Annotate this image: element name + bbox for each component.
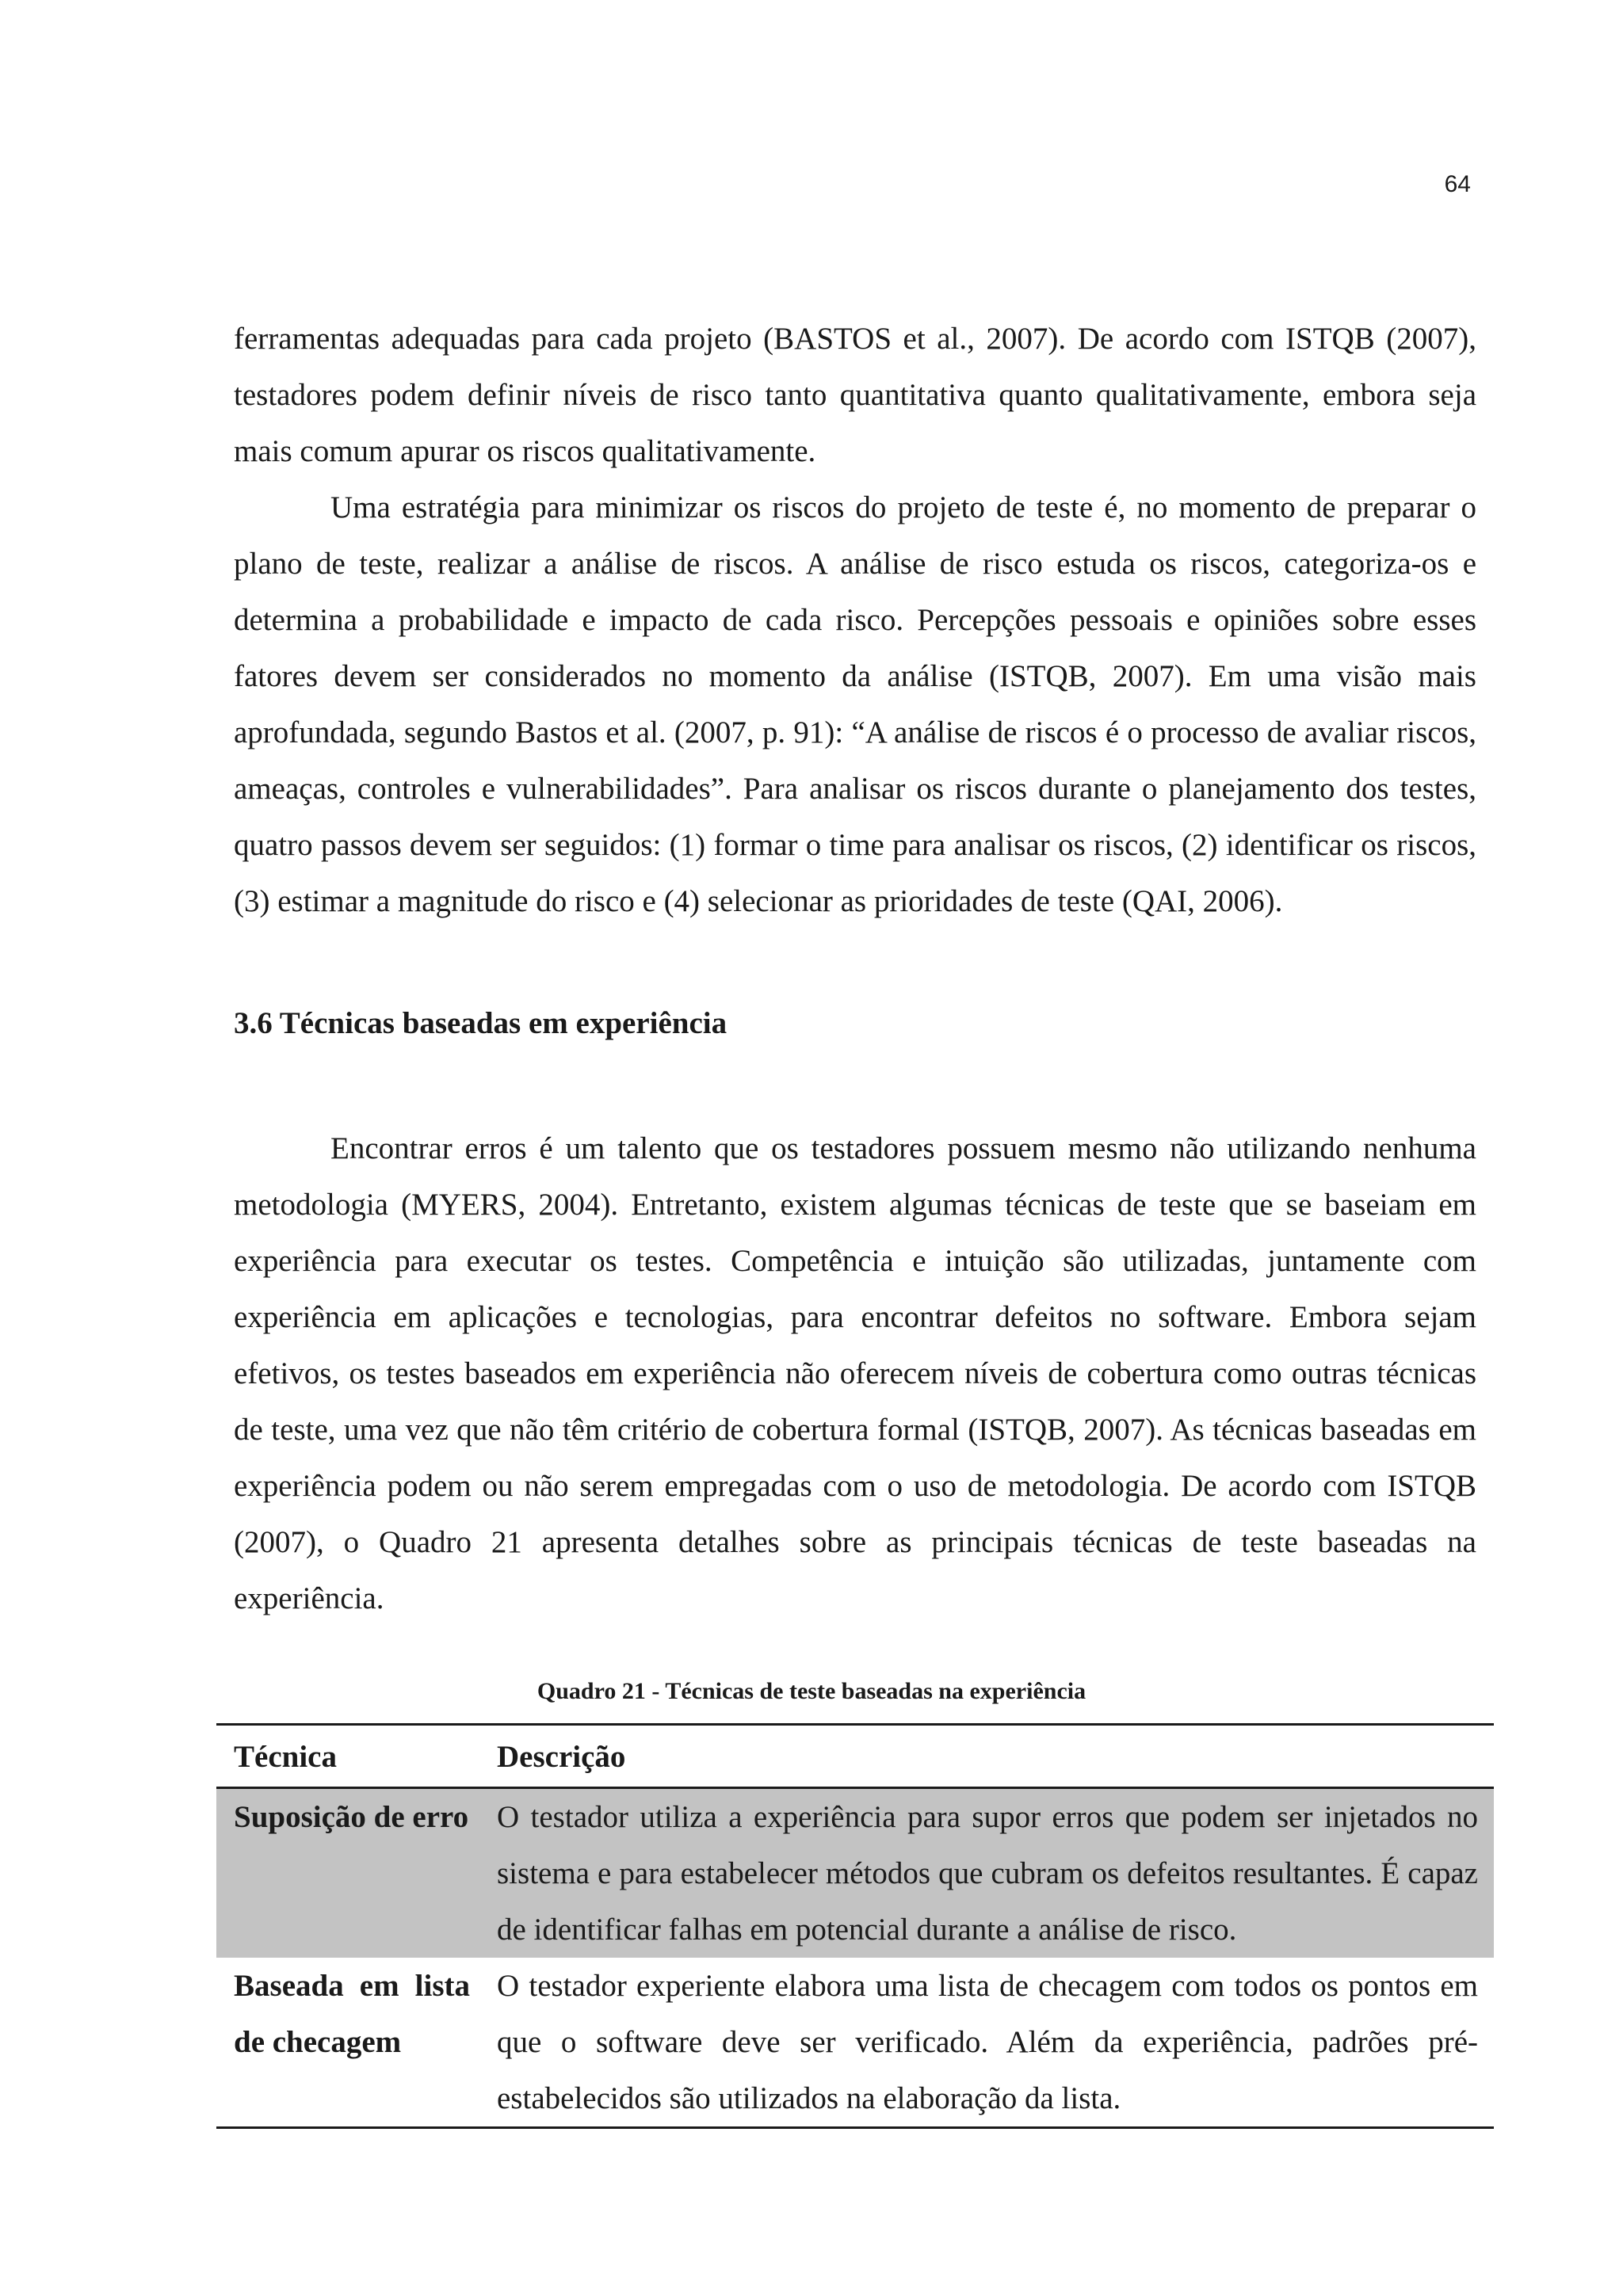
page-number: 64 <box>1444 171 1471 197</box>
body-text <box>234 311 1476 1627</box>
paragraph-continuation: ferramentas adequadas para cada projeto (BASTOS et al., 2007). De acordo com ISTQB (2007), testadores podem definir níveis de risco tanto quantitativa quanto qualitativamente, embora seja mais comum apurar os riscos qualitativamente. <box>234 322 1476 468</box>
description-cell: O testador experiente elabora uma lista de checagem com todos os pontos em que o software deve ser verificado. Além da experiência, padrões pré-estabelecidos são utilizados na elaboração da lista. <box>497 1969 1478 2115</box>
description-cell: O testador utiliza a experiência para supor erros que podem ser injetados no sistema e para estabelecer métodos que cubram os defeitos resultantes. É capaz de identificar falhas em potencial durante a análise de risco. <box>479 1788 1494 1958</box>
column-header-technique: Técnica <box>234 1740 337 1774</box>
paragraph-experience-techniques: Encontrar erros é um talento que os testadores possuem mesmo não utilizando nenhuma metodologia (MYERS, 2004). Entretanto, existem algumas técnicas de teste que se baseiam em experiência para executar os testes. Competência e intuição são utilizadas, juntamente com experiência em aplicações e tecnologias, para encontrar defeitos no software. Embora sejam efetivos, os testes baseados em experiência não oferecem níveis de cobertura como outras técnicas de teste, uma vez que não têm critério de cobertura formal (ISTQB, 2007). As técnicas baseadas em experiência podem ou não serem empregadas com o uso de metodologia. De acordo com ISTQB (2007), o Quadro 21 apresenta detalhes sobre as principais técnicas de teste baseadas na experiência. <box>234 1131 1476 1615</box>
table-caption: Quadro 21 - Técnicas de teste baseadas na experiência <box>537 1678 1086 1704</box>
table-row <box>216 1788 1494 1958</box>
column-header-description: Descrição <box>497 1740 626 1774</box>
technique-cell: Suposição de erro <box>216 1788 479 1958</box>
technique-cell: Baseada em lista de checagem <box>234 1969 470 2059</box>
table-row <box>216 1958 1494 2128</box>
techniques-table <box>216 1723 1494 2129</box>
paragraph-risk-analysis: Uma estratégia para minimizar os riscos do projeto de teste é, no momento de preparar o plano de teste, realizar a análise de riscos. A análise de risco estuda os riscos, categoriza-os e determina a probabilidade e impacto de cada risco. Percepções pessoais e opiniões sobre esses fatores devem ser considerados no momento da análise (ISTQB, 2007). Em uma visão mais aprofundada, segundo Bastos et al. (2007, p. 91): “A análise de riscos é o processo de avaliar riscos, ameaças, controles e vulnerabilidades”. Para analisar os riscos durante o planejamento dos testes, quatro passos devem ser seguidos: (1) formar o time para analisar os riscos, (2) identificar os riscos, (3) estimar a magnitude do risco e (4) selecionar as prioridades de teste (QAI, 2006). <box>234 490 1476 918</box>
table-header-row <box>216 1725 1494 1788</box>
section-heading: 3.6 Técnicas baseadas em experiência <box>234 1006 727 1040</box>
